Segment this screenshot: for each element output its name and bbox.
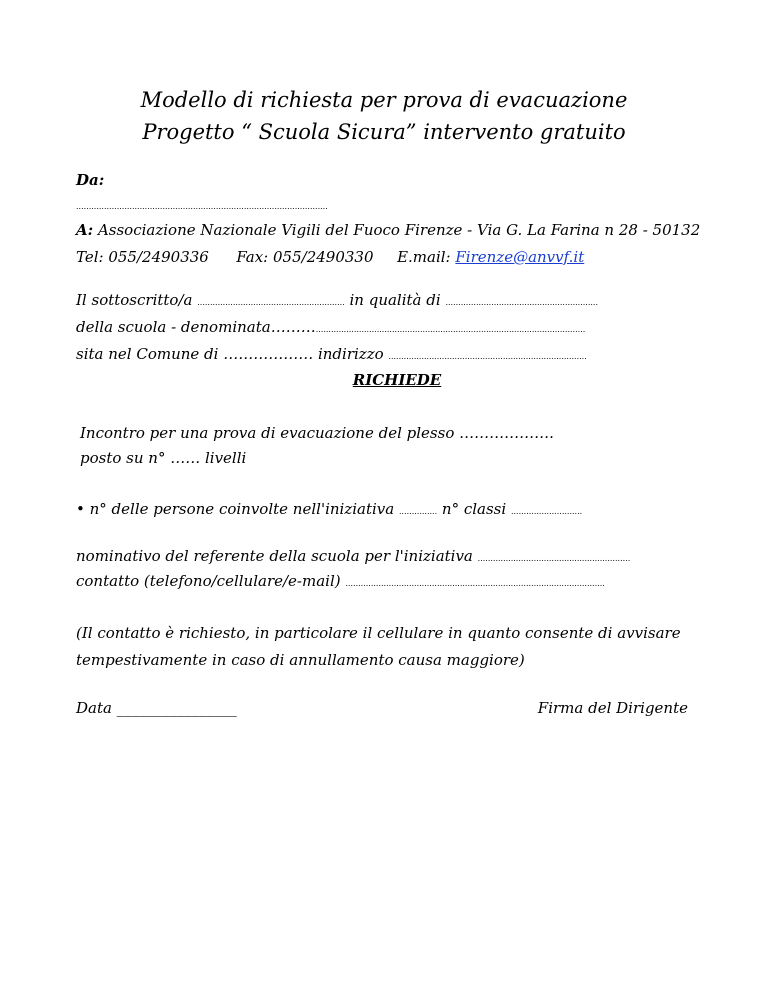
sottoscritto-dots: .......................................................... bbox=[197, 298, 345, 307]
referente-label: nominativo del referente della scuola per l'iniziativa bbox=[76, 547, 478, 565]
comune-label: sita nel Comune di bbox=[76, 345, 224, 363]
da-label: Da: bbox=[76, 171, 105, 189]
qualita-label: in qualità di bbox=[344, 291, 446, 309]
firma-dirigente: Firma del Dirigente bbox=[537, 699, 688, 717]
request-line-1-label: Incontro per una prova di evacuazione del plesso bbox=[80, 424, 460, 442]
sottoscritto-line bbox=[76, 291, 598, 309]
indirizzo-dots: .............................................................................. bbox=[388, 352, 587, 361]
recipient-email-label: E.mail: bbox=[397, 248, 456, 266]
persons-line bbox=[76, 500, 582, 518]
data-signature-line: ________________ bbox=[116, 699, 237, 717]
richiede-heading: RICHIEDE bbox=[352, 371, 442, 389]
recipient-tel: Tel: 055/2490336 bbox=[76, 248, 209, 266]
persons-label: • n° delle persone coinvolte nell'iniziativa bbox=[76, 500, 399, 518]
note-line-2: tempestivamente in caso di annullamento causa maggiore) bbox=[76, 651, 525, 669]
referente-line bbox=[76, 547, 630, 565]
recipient-contacts-line bbox=[76, 248, 584, 266]
contatto-line bbox=[76, 572, 605, 590]
persons-dots: ............... bbox=[398, 507, 438, 516]
request-line-2 bbox=[80, 449, 246, 467]
indirizzo-label: indirizzo bbox=[313, 345, 389, 363]
da-dots: ................................................................................................... bbox=[76, 202, 328, 211]
recipient-fax: Fax: 055/2490330 bbox=[236, 248, 374, 266]
scuola-bigdots: ……… bbox=[270, 318, 316, 336]
request-line-2-label: posto su n° bbox=[80, 449, 171, 467]
request-line-2-dots: …… bbox=[170, 449, 201, 467]
request-line-1 bbox=[80, 424, 554, 442]
comune-bigdots: ……………… bbox=[223, 345, 314, 363]
note-line-1: (Il contatto è richiesto, in particolare il cellulare in quanto consente di avvisare bbox=[76, 624, 681, 642]
classi-dots: ............................ bbox=[510, 507, 583, 516]
recipient-label: A: bbox=[76, 221, 94, 239]
scuola-line bbox=[76, 318, 585, 336]
contatto-label: contatto (telefono/cellulare/e-mail) bbox=[76, 572, 346, 590]
data-line bbox=[76, 699, 237, 717]
data-label: Data bbox=[76, 699, 117, 717]
da-label-line bbox=[76, 171, 104, 189]
recipient-email-link[interactable]: Firenze@anvvf.it bbox=[455, 248, 585, 266]
scuola-label: della scuola - denominata bbox=[76, 318, 271, 336]
comune-line bbox=[76, 345, 587, 363]
title-line-2: Progetto “ Scuola Sicura” intervento gratuito bbox=[142, 120, 626, 144]
recipient-address-line bbox=[76, 221, 700, 239]
request-line-1-dots: ………………. bbox=[459, 424, 554, 442]
request-line-2-end: livelli bbox=[200, 449, 247, 467]
sottoscritto-label: Il sottoscritto/a bbox=[76, 291, 198, 309]
contatto-dots: ...................................................................................................... bbox=[345, 579, 605, 588]
recipient-address: Associazione Nazionale Vigili del Fuoco Firenze - Via G. La Farina n 28 - 50132 bbox=[93, 221, 701, 239]
richiede-line bbox=[0, 371, 768, 389]
title-line-1: Modello di richiesta per prova di evacuazione bbox=[140, 88, 628, 112]
referente-dots: ............................................................ bbox=[477, 554, 631, 563]
scuola-dots: .......................................................................................................... bbox=[315, 325, 586, 334]
da-dots-line bbox=[76, 195, 328, 213]
qualita-dots: ............................................................ bbox=[445, 298, 599, 307]
classi-label: n° classi bbox=[437, 500, 511, 518]
